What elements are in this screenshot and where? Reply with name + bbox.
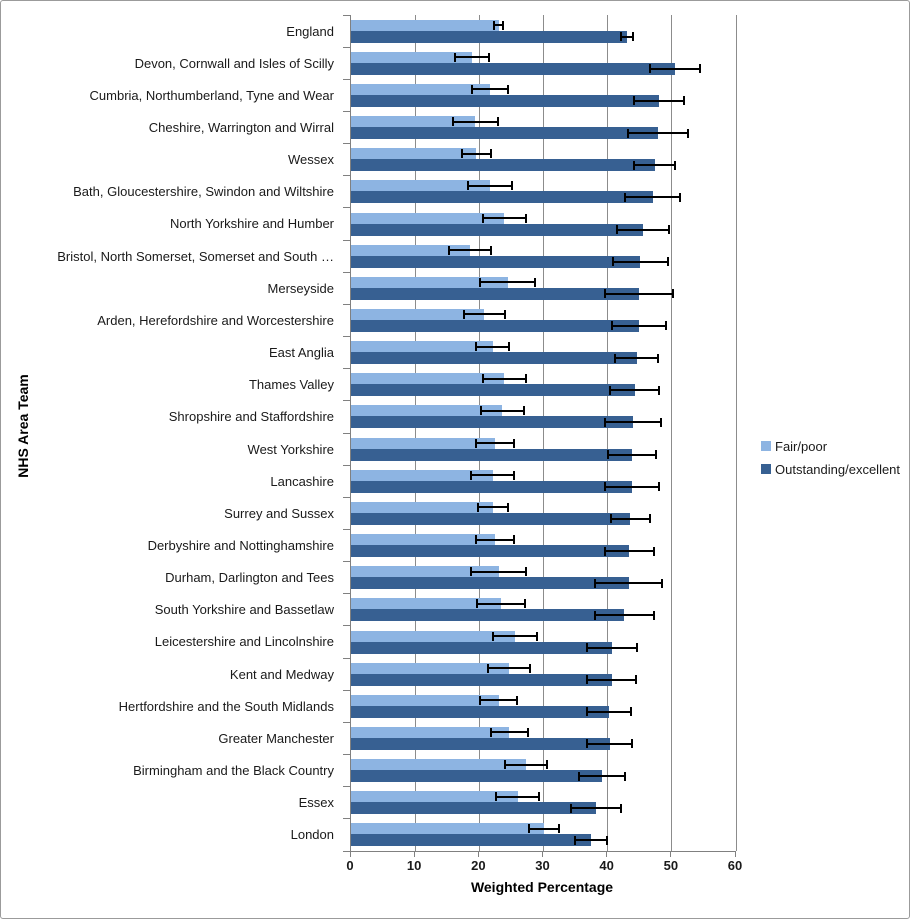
category-label: Greater Manchester [218, 730, 334, 746]
bar-outstanding-excellent [351, 513, 630, 525]
y-axis-tick [343, 15, 350, 16]
bar-fair-poor [351, 534, 495, 545]
error-bar [475, 439, 515, 448]
bar-outstanding-excellent [351, 256, 640, 268]
bar-outstanding-excellent [351, 31, 627, 43]
category-label: Cheshire, Warrington and Wirral [148, 120, 334, 136]
error-bar [586, 739, 632, 748]
category-label: South Yorkshire and Bassetlaw [154, 602, 334, 618]
x-axis-tick [670, 852, 671, 857]
legend-label: Fair/poor [775, 438, 828, 454]
bar-outstanding-excellent [351, 706, 609, 718]
y-axis-tick [343, 658, 350, 659]
error-bar [604, 289, 673, 298]
y-axis-tick [343, 175, 350, 176]
x-tick-label: 40 [599, 858, 614, 873]
error-bar [504, 760, 548, 769]
error-bar [454, 53, 490, 62]
error-bar [610, 514, 651, 523]
error-bar [492, 632, 538, 641]
bar-fair-poor [351, 341, 493, 352]
x-tick-label: 50 [663, 858, 679, 873]
error-bar [586, 643, 639, 652]
error-bar [604, 547, 655, 556]
error-bar [463, 310, 507, 319]
x-tick-label: 60 [727, 858, 743, 873]
legend-entry-fair-poor [761, 439, 900, 453]
category-label: Durham, Darlington and Tees [165, 570, 334, 586]
y-axis-tick [343, 272, 350, 273]
legend-swatch-fair-poor [761, 441, 771, 451]
error-bar [467, 181, 513, 190]
category-label: Bath, Gloucestershire, Swindon and Wiltshire [73, 184, 334, 200]
error-bar [594, 611, 654, 620]
y-axis-tick [343, 625, 350, 626]
error-bar [570, 804, 621, 813]
legend-entry-outstanding-excellent [761, 462, 900, 476]
y-axis-tick [343, 207, 350, 208]
plot-area [350, 15, 736, 852]
y-axis-tick [343, 465, 350, 466]
y-axis-title: NHS Area Team [15, 374, 31, 478]
error-bar [482, 214, 527, 223]
bar-outstanding-excellent [351, 288, 639, 300]
error-bar [475, 342, 510, 351]
y-axis-tick [343, 497, 350, 498]
category-label: Leicestershire and Lincolnshire [154, 634, 334, 650]
error-bar [594, 579, 663, 588]
gridline-20 [479, 15, 480, 851]
y-axis-tick [343, 722, 350, 723]
error-bar [578, 772, 627, 781]
bar-fair-poor [351, 438, 495, 449]
category-label: Essex [298, 795, 334, 811]
x-axis-tick [606, 852, 607, 857]
y-axis-tick [343, 818, 350, 819]
bar-outstanding-excellent [351, 352, 637, 364]
category-label: Wessex [288, 152, 334, 168]
error-bar [470, 471, 515, 480]
gridline-10 [415, 15, 416, 851]
error-bar [487, 664, 531, 673]
y-axis-tick [343, 111, 350, 112]
error-bar [479, 278, 535, 287]
error-bar [471, 85, 510, 94]
error-bar [452, 117, 498, 126]
error-bar [633, 161, 675, 170]
error-bar [470, 567, 526, 576]
bar-fair-poor [351, 695, 499, 706]
error-bar [612, 257, 668, 266]
error-bar [448, 246, 492, 255]
x-tick-label: 0 [346, 858, 354, 873]
bar-fair-poor [351, 759, 526, 770]
bar-outstanding-excellent [351, 127, 658, 139]
category-label: Devon, Cornwall and Isles of Scilly [134, 55, 334, 71]
bar-outstanding-excellent [351, 449, 632, 461]
error-bar [528, 824, 560, 833]
bar-outstanding-excellent [351, 674, 612, 686]
y-axis-tick [343, 529, 350, 530]
error-bar [477, 503, 509, 512]
error-bar [574, 836, 607, 845]
x-tick-label: 10 [406, 858, 422, 873]
bar-outstanding-excellent [351, 481, 632, 493]
y-axis-tick [343, 368, 350, 369]
category-label: Cumbria, Northumberland, Tyne and Wear [89, 87, 334, 103]
gridline-50 [671, 15, 672, 851]
bar-fair-poor [351, 791, 518, 802]
bar-fair-poor [351, 631, 515, 642]
bar-outstanding-excellent [351, 802, 596, 814]
bar-outstanding-excellent [351, 834, 591, 846]
error-bar [482, 374, 527, 383]
x-axis-tick [735, 852, 736, 857]
y-axis-tick [343, 593, 350, 594]
error-bar [604, 418, 662, 427]
bar-outstanding-excellent [351, 642, 612, 654]
y-axis-tick [343, 143, 350, 144]
bar-outstanding-excellent [351, 416, 633, 428]
x-axis-tick [478, 852, 479, 857]
gridline-60 [736, 15, 737, 851]
legend [761, 439, 900, 485]
error-bar [461, 149, 492, 158]
x-axis-tick [350, 852, 351, 857]
error-bar [604, 482, 660, 491]
error-bar [493, 21, 505, 30]
error-bar [611, 321, 667, 330]
category-label: London [290, 827, 334, 843]
bar-fair-poor [351, 502, 493, 513]
category-label: Derbyshire and Nottinghamshire [147, 538, 334, 554]
gridline-30 [543, 15, 544, 851]
bar-outstanding-excellent [351, 770, 602, 782]
error-bar [607, 450, 657, 459]
y-axis-tick [343, 47, 350, 48]
category-axis-labels [1, 15, 342, 851]
bar-fair-poor [351, 148, 476, 159]
y-axis-tick [343, 240, 350, 241]
y-axis-tick [343, 400, 350, 401]
legend-swatch-outstanding-excellent [761, 464, 771, 474]
bar-outstanding-excellent [351, 159, 655, 171]
error-bar [495, 792, 540, 801]
x-tick-label: 30 [535, 858, 550, 873]
x-axis-tick [542, 852, 543, 857]
category-label: England [286, 23, 334, 39]
y-axis-tick [343, 786, 350, 787]
category-label: Birmingham and the Black Country [133, 763, 334, 779]
y-axis-tick [343, 433, 350, 434]
category-label: Arden, Herefordshire and Worcestershire [97, 312, 334, 328]
category-label: Hertfordshire and the South Midlands [118, 698, 334, 714]
category-label: East Anglia [268, 345, 334, 361]
error-bar [476, 599, 526, 608]
bar-outstanding-excellent [351, 191, 653, 203]
bar-outstanding-excellent [351, 95, 659, 107]
category-label: Shropshire and Staffordshire [168, 409, 334, 425]
y-axis-tick [343, 304, 350, 305]
x-tick-label: 20 [471, 858, 486, 873]
x-axis-title: Weighted Percentage [470, 879, 614, 895]
bar-outstanding-excellent [351, 577, 629, 589]
category-label: Bristol, North Somerset, Somerset and South … [57, 248, 334, 264]
bar-outstanding-excellent [351, 738, 610, 750]
error-bar [616, 225, 670, 234]
x-axis-tick [414, 852, 415, 857]
error-bar [633, 96, 686, 105]
bar-outstanding-excellent [351, 320, 639, 332]
error-bar [490, 728, 530, 737]
gridline-40 [607, 15, 608, 851]
error-bar [479, 696, 518, 705]
category-label: Kent and Medway [229, 666, 334, 682]
bar-fair-poor [351, 20, 499, 31]
error-bar [614, 354, 659, 363]
error-bar [586, 675, 637, 684]
error-bar [586, 707, 632, 716]
error-bar [475, 535, 515, 544]
bar-fair-poor [351, 663, 509, 674]
bar-fair-poor [351, 727, 509, 738]
error-bar [480, 406, 525, 415]
bar-outstanding-excellent [351, 609, 624, 621]
bar-fair-poor [351, 84, 490, 95]
bar-outstanding-excellent [351, 63, 675, 75]
legend-label: Outstanding/excellent [775, 461, 901, 477]
category-label: Thames Valley [248, 377, 334, 393]
y-axis-tick [343, 79, 350, 80]
y-axis-tick [343, 754, 350, 755]
bar-outstanding-excellent [351, 545, 629, 557]
error-bar [624, 193, 682, 202]
error-bar [620, 32, 634, 41]
category-label: North Yorkshire and Humber [169, 216, 334, 232]
error-bar [627, 129, 689, 138]
category-label: Surrey and Sussex [224, 505, 334, 521]
bar-outstanding-excellent [351, 224, 643, 236]
bar-outstanding-excellent [351, 384, 635, 396]
y-axis-tick [343, 690, 350, 691]
error-bar [609, 386, 660, 395]
category-label: Merseyside [267, 280, 334, 296]
y-axis-tick [343, 336, 350, 337]
y-axis-tick [343, 561, 350, 562]
category-label: Lancashire [270, 473, 334, 489]
category-label: West Yorkshire [247, 441, 334, 457]
bar-fair-poor [351, 823, 544, 834]
error-bar [649, 64, 700, 73]
